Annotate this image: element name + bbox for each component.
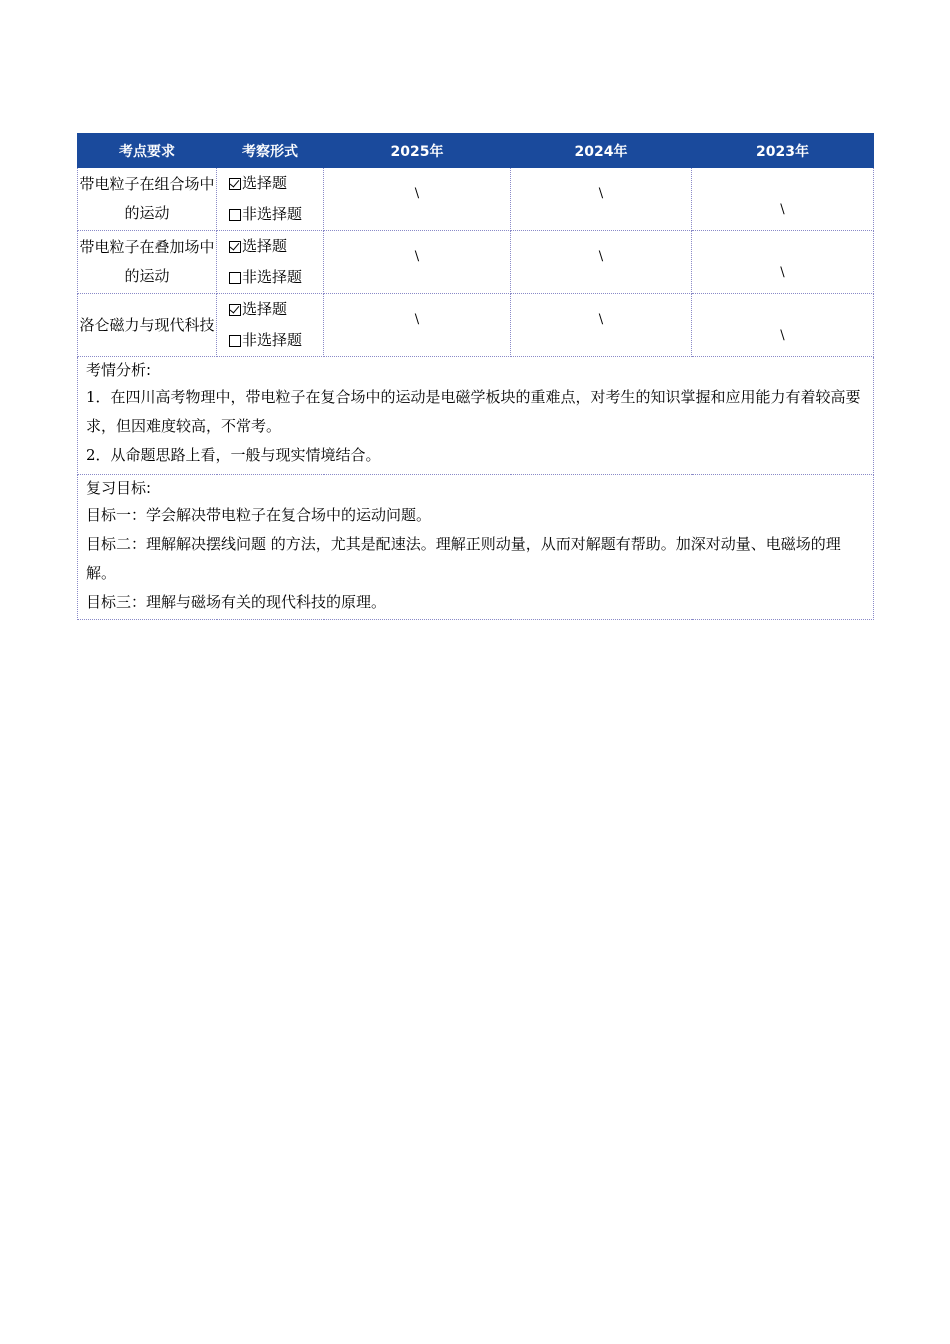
year-2024-cell xyxy=(511,231,692,294)
year-value: \ xyxy=(780,265,785,280)
form-option-choice xyxy=(229,294,323,325)
form-cell xyxy=(217,168,324,231)
header-2023: 2023年 xyxy=(692,134,874,168)
table-row xyxy=(78,294,874,357)
topic-cell: 带电粒子在组合场中的运动 xyxy=(78,168,217,231)
goal-item: 目标一：学会解决带电粒子在复合场中的运动问题。 xyxy=(86,506,432,524)
form-option-label: 选择题 xyxy=(242,174,288,192)
goal-item: 目标三：理解与磁场有关的现代科技的原理。 xyxy=(86,593,387,611)
table-row xyxy=(78,231,874,294)
analysis-point: 2．从命题思路上看，一般与现实情境结合。 xyxy=(86,446,381,464)
form-option-choice xyxy=(229,168,323,199)
form-option-non-choice xyxy=(229,262,323,293)
header-2024: 2024年 xyxy=(511,134,692,168)
checked-checkbox-icon xyxy=(229,178,241,190)
year-2023-cell xyxy=(692,168,874,231)
year-2023-cell xyxy=(692,294,874,357)
form-option-label: 非选择题 xyxy=(242,268,303,286)
year-value: \ xyxy=(598,186,604,201)
year-value: \ xyxy=(780,202,785,217)
form-option-non-choice xyxy=(229,325,323,356)
year-2025-cell xyxy=(324,294,511,357)
analysis-point: 1．在四川高考物理中，带电粒子在复合场中的运动是电磁学板块的重难点，对考生的知识掌握和应用能力有着较高要求，但因难度较高，不常考。 xyxy=(86,388,861,435)
header-2025: 2025年 xyxy=(324,134,511,168)
analysis-section xyxy=(78,357,874,475)
form-cell xyxy=(217,294,324,357)
goals-title: 复习目标: xyxy=(86,479,152,497)
table-header-row xyxy=(78,134,874,168)
goals-section xyxy=(78,475,874,620)
unchecked-checkbox-icon xyxy=(229,272,241,284)
topic-cell: 带电粒子在叠加场中的运动 xyxy=(78,231,217,294)
unchecked-checkbox-icon xyxy=(229,335,241,347)
form-option-label: 非选择题 xyxy=(242,331,303,349)
unchecked-checkbox-icon xyxy=(229,209,241,221)
year-value: \ xyxy=(414,186,420,201)
year-2024-cell xyxy=(511,294,692,357)
year-2023-cell xyxy=(692,231,874,294)
checked-checkbox-icon xyxy=(229,241,241,253)
form-option-label: 选择题 xyxy=(242,300,288,318)
checked-checkbox-icon xyxy=(229,304,241,316)
year-2025-cell xyxy=(324,168,511,231)
form-option-choice xyxy=(229,231,323,262)
year-2025-cell xyxy=(324,231,511,294)
year-2024-cell xyxy=(511,168,692,231)
goals-row xyxy=(78,475,874,620)
form-option-non-choice xyxy=(229,199,323,230)
analysis-row xyxy=(78,357,874,475)
exam-analysis-table xyxy=(77,133,874,620)
form-cell xyxy=(217,231,324,294)
year-value: \ xyxy=(414,312,420,327)
header-form: 考察形式 xyxy=(217,134,324,168)
topic-cell: 洛仑磁力与现代科技 xyxy=(78,294,217,357)
goal-item: 目标二：理解解决摆线问题 的方法，尤其是配速法。理解正则动量，从而对解题有帮助。加深对动量、电磁场的理解。 xyxy=(86,535,841,582)
analysis-title: 考情分析: xyxy=(86,361,152,379)
form-option-label: 非选择题 xyxy=(242,205,303,223)
form-option-label: 选择题 xyxy=(242,237,288,255)
year-value: \ xyxy=(414,249,420,264)
year-value: \ xyxy=(598,249,604,264)
year-value: \ xyxy=(780,328,785,343)
header-topic: 考点要求 xyxy=(78,134,217,168)
table-row xyxy=(78,168,874,231)
year-value: \ xyxy=(598,312,604,327)
